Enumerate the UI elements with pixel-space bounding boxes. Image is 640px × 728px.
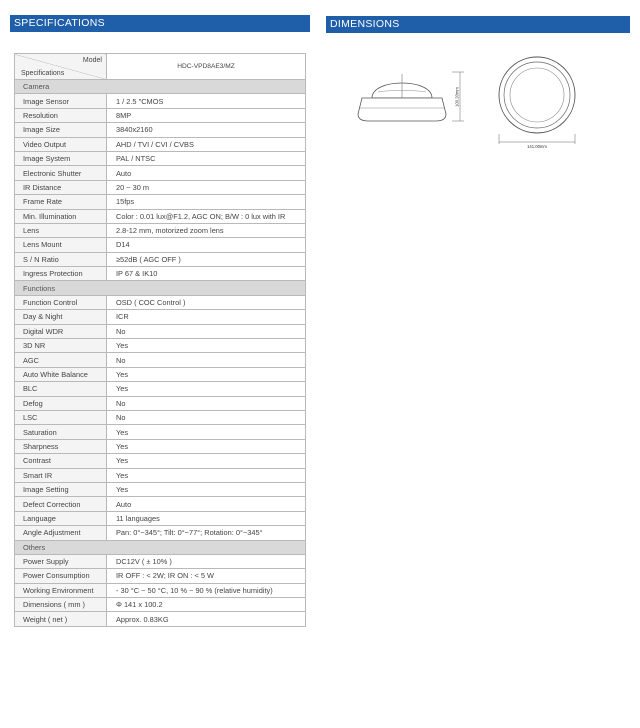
table-row xyxy=(15,252,306,266)
spec-value: Φ 141 x 100.2 xyxy=(107,598,306,612)
table-row xyxy=(15,238,306,252)
section-header: Camera xyxy=(15,80,306,94)
spec-key: Language xyxy=(15,511,107,525)
table-row xyxy=(15,583,306,597)
header-corner-cell xyxy=(15,54,107,80)
spec-key: Lens xyxy=(15,223,107,237)
spec-key: Power Supply xyxy=(15,554,107,568)
spec-value: Color : 0.01 lux@F1.2, AGC ON; B/W : 0 lux with IR xyxy=(107,209,306,223)
spec-value: ≥52dB ( AGC OFF ) xyxy=(107,252,306,266)
spec-key: Image Size xyxy=(15,123,107,137)
spec-value: Yes xyxy=(107,339,306,353)
spec-key: Working Environment xyxy=(15,583,107,597)
spec-key: Image System xyxy=(15,151,107,165)
table-row xyxy=(15,382,306,396)
spec-value: Yes xyxy=(107,382,306,396)
spec-key: Frame Rate xyxy=(15,195,107,209)
spec-key: Weight ( net ) xyxy=(15,612,107,626)
spec-value: No xyxy=(107,410,306,424)
spec-value: ICR xyxy=(107,310,306,324)
spec-key: Defog xyxy=(15,396,107,410)
table-row xyxy=(15,353,306,367)
spec-value: No xyxy=(107,324,306,338)
camera-side-view-drawing xyxy=(352,64,470,128)
spec-key: Video Output xyxy=(15,137,107,151)
specifications-table xyxy=(14,53,306,627)
spec-value: Auto xyxy=(107,166,306,180)
table-row xyxy=(15,123,306,137)
section-header: Functions xyxy=(15,281,306,295)
table-row xyxy=(15,151,306,165)
table-row xyxy=(15,454,306,468)
spec-value: 2.8-12 mm, motorized zoom lens xyxy=(107,223,306,237)
table-row xyxy=(15,295,306,309)
spec-value: Yes xyxy=(107,454,306,468)
table-row xyxy=(15,410,306,424)
spec-key: Dimensions ( mm ) xyxy=(15,598,107,612)
section-header-row xyxy=(15,281,306,295)
table-row xyxy=(15,367,306,381)
spec-key: Sharpness xyxy=(15,439,107,453)
camera-top-view-drawing xyxy=(492,52,584,156)
dimensions-title: DIMENSIONS xyxy=(326,16,630,33)
table-row xyxy=(15,468,306,482)
spec-value: Auto xyxy=(107,497,306,511)
table-row xyxy=(15,209,306,223)
spec-key: Electronic Shutter xyxy=(15,166,107,180)
table-header-row xyxy=(15,54,306,80)
spec-value: Yes xyxy=(107,468,306,482)
spec-key: Image Sensor xyxy=(15,94,107,108)
table-row xyxy=(15,511,306,525)
spec-key: Min. Illumination xyxy=(15,209,107,223)
spec-key: Function Control xyxy=(15,295,107,309)
model-value: HDC-VPD8AE3/MZ xyxy=(107,54,306,80)
spec-key: Angle Adjustment xyxy=(15,526,107,540)
table-row xyxy=(15,396,306,410)
table-row xyxy=(15,94,306,108)
spec-key: Lens Mount xyxy=(15,238,107,252)
spec-value: 1 / 2.5 "CMOS xyxy=(107,94,306,108)
outer-ring xyxy=(499,57,575,133)
table-row xyxy=(15,267,306,281)
spec-value: 3840x2160 xyxy=(107,123,306,137)
specifications-title: SPECIFICATIONS xyxy=(10,15,310,32)
table-row xyxy=(15,569,306,583)
spec-key: Contrast xyxy=(15,454,107,468)
spec-value: PAL / NTSC xyxy=(107,151,306,165)
spec-value: OSD ( COC Control ) xyxy=(107,295,306,309)
spec-key: Saturation xyxy=(15,425,107,439)
table-row xyxy=(15,108,306,122)
spec-value: 15fps xyxy=(107,195,306,209)
table-row xyxy=(15,310,306,324)
table-row xyxy=(15,439,306,453)
spec-key: Defect Correction xyxy=(15,497,107,511)
spec-value: 11 languages xyxy=(107,511,306,525)
section-header: Others xyxy=(15,540,306,554)
table-row xyxy=(15,612,306,626)
height-dimension-label: 100.20mm xyxy=(454,87,460,107)
table-row xyxy=(15,425,306,439)
table-row xyxy=(15,180,306,194)
spec-key: Auto White Balance xyxy=(15,367,107,381)
spec-key: Resolution xyxy=(15,108,107,122)
spec-key: Image Setting xyxy=(15,482,107,496)
section-header-row xyxy=(15,80,306,94)
spec-value: No xyxy=(107,396,306,410)
spec-key: S / N Ratio xyxy=(15,252,107,266)
table-row xyxy=(15,195,306,209)
spec-value: - 30 °C ~ 50 °C, 10 % ~ 90 % (relative humidity) xyxy=(107,583,306,597)
table-row xyxy=(15,137,306,151)
width-dimension-label: 141.00mm xyxy=(527,144,547,149)
model-label: Model xyxy=(82,57,102,64)
table-row xyxy=(15,339,306,353)
spec-key: Day & Night xyxy=(15,310,107,324)
specifications-label: Specifications xyxy=(21,70,65,77)
spec-value: No xyxy=(107,353,306,367)
table-row xyxy=(15,554,306,568)
spec-key: 3D NR xyxy=(15,339,107,353)
table-row xyxy=(15,324,306,338)
spec-value: IR OFF : < 2W; IR ON : < 5 W xyxy=(107,569,306,583)
spec-key: Ingress Protection xyxy=(15,267,107,281)
spec-value: Yes xyxy=(107,439,306,453)
spec-value: Yes xyxy=(107,425,306,439)
spec-key: Power Consumption xyxy=(15,569,107,583)
spec-value: DC12V ( ± 10% ) xyxy=(107,554,306,568)
spec-value: D14 xyxy=(107,238,306,252)
table-row xyxy=(15,166,306,180)
spec-value: Yes xyxy=(107,482,306,496)
table-row xyxy=(15,497,306,511)
spec-key: Smart IR xyxy=(15,468,107,482)
spec-value: 20 ~ 30 m xyxy=(107,180,306,194)
spec-value: 8MP xyxy=(107,108,306,122)
table-row xyxy=(15,223,306,237)
spec-key: AGC xyxy=(15,353,107,367)
section-header-row xyxy=(15,540,306,554)
spec-value: Approx. 0.83KG xyxy=(107,612,306,626)
spec-key: LSC xyxy=(15,410,107,424)
spec-value: IP 67 & IK10 xyxy=(107,267,306,281)
table-row xyxy=(15,526,306,540)
spec-value: AHD / TVI / CVI / CVBS xyxy=(107,137,306,151)
table-row xyxy=(15,482,306,496)
spec-key: BLC xyxy=(15,382,107,396)
table-row xyxy=(15,598,306,612)
spec-value: Yes xyxy=(107,367,306,381)
spec-key: Digital WDR xyxy=(15,324,107,338)
spec-value: Pan: 0°~345°; Tilt: 0°~77°; Rotation: 0°~345° xyxy=(107,526,306,540)
spec-key: IR Distance xyxy=(15,180,107,194)
base-housing xyxy=(358,98,446,121)
